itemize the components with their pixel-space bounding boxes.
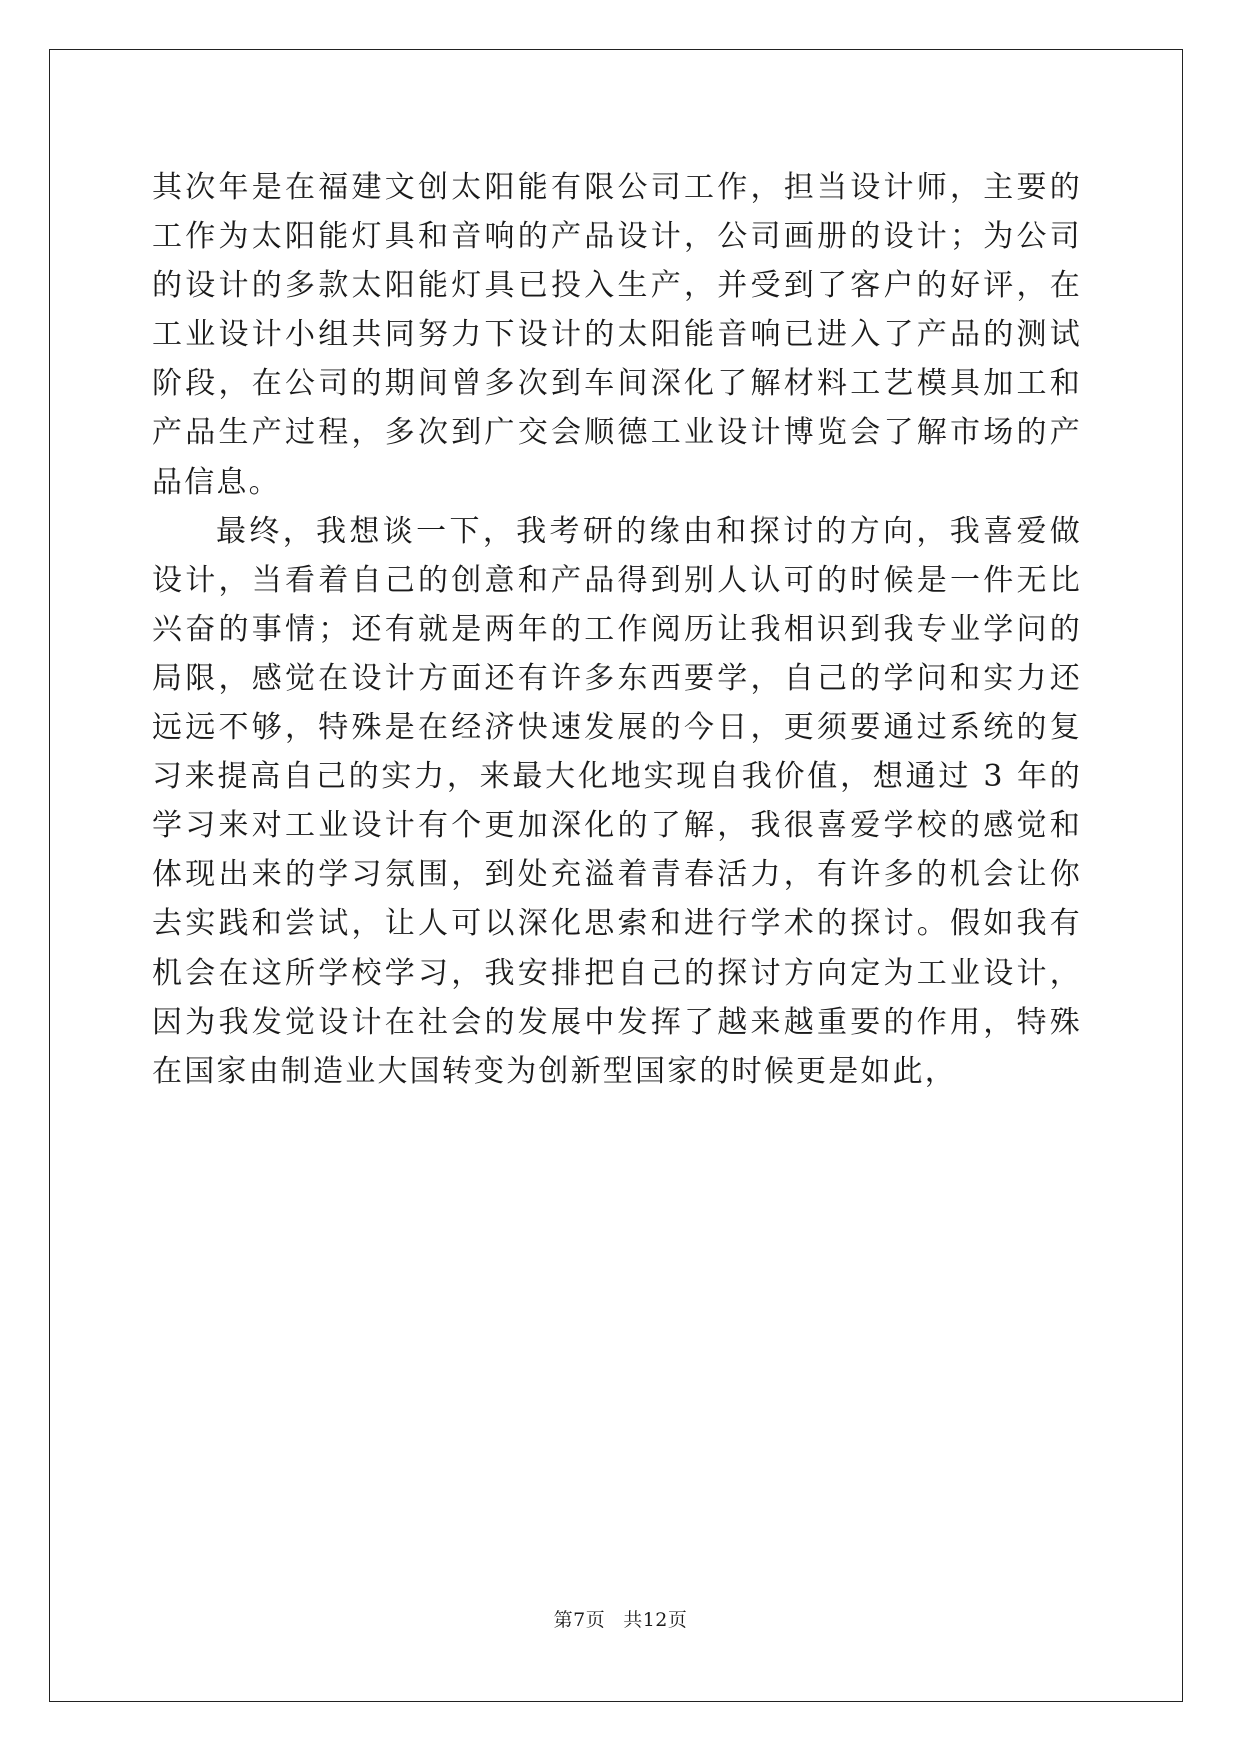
page-number-total: 共12页 <box>623 1609 688 1631</box>
page-footer <box>0 1605 1241 1632</box>
page-number-current: 第7页 <box>553 1609 606 1631</box>
paragraph-2: 最终，我想谈一下，我考研的缘由和探讨的方向，我喜爱做设计，当看着自己的创意和产品得到别人认可的时候是一件无比兴奋的事情；还有就是两年的工作阅历让我相识到我专业学问的局限，感觉在设计方面还有许多东西要学，自己的学问和实力还远远不够，特殊是在经济快速发展的今日，更须要通过系统的复习来提高自己的实力，来最大化地实现自我价值，想通过 3 年的学习来对工业设计有个更加深化的了解，我很喜爱学校的感觉和体现出来的学习氛围，到处充溢着青春活力，有许多的机会让你去实践和尝试，让人可以深化思索和进行学术的探讨。假如我有机会在这所学校学习，我安排把自己的探讨方向定为工业设计，因为我发觉设计在社会的发展中发挥了越来越重要的作用，特殊在国家由制造业大国转变为创新型国家的时候更是如此， <box>152 513 1082 1089</box>
paragraph-1: 其次年是在福建文创太阳能有限公司工作，担当设计师，主要的工作为太阳能灯具和音响的产品设计，公司画册的设计；为公司的设计的多款太阳能灯具已投入生产，并受到了客户的好评，在工业设计小组共同努力下设计的太阳能音响已进入了产品的测试阶段，在公司的期间曾多次到车间深化了解材料工艺模具加工和产品生产过程，多次到广交会顺德工业设计博览会了解市场的产品信息。 <box>152 170 1082 500</box>
document-body <box>152 163 1082 1096</box>
